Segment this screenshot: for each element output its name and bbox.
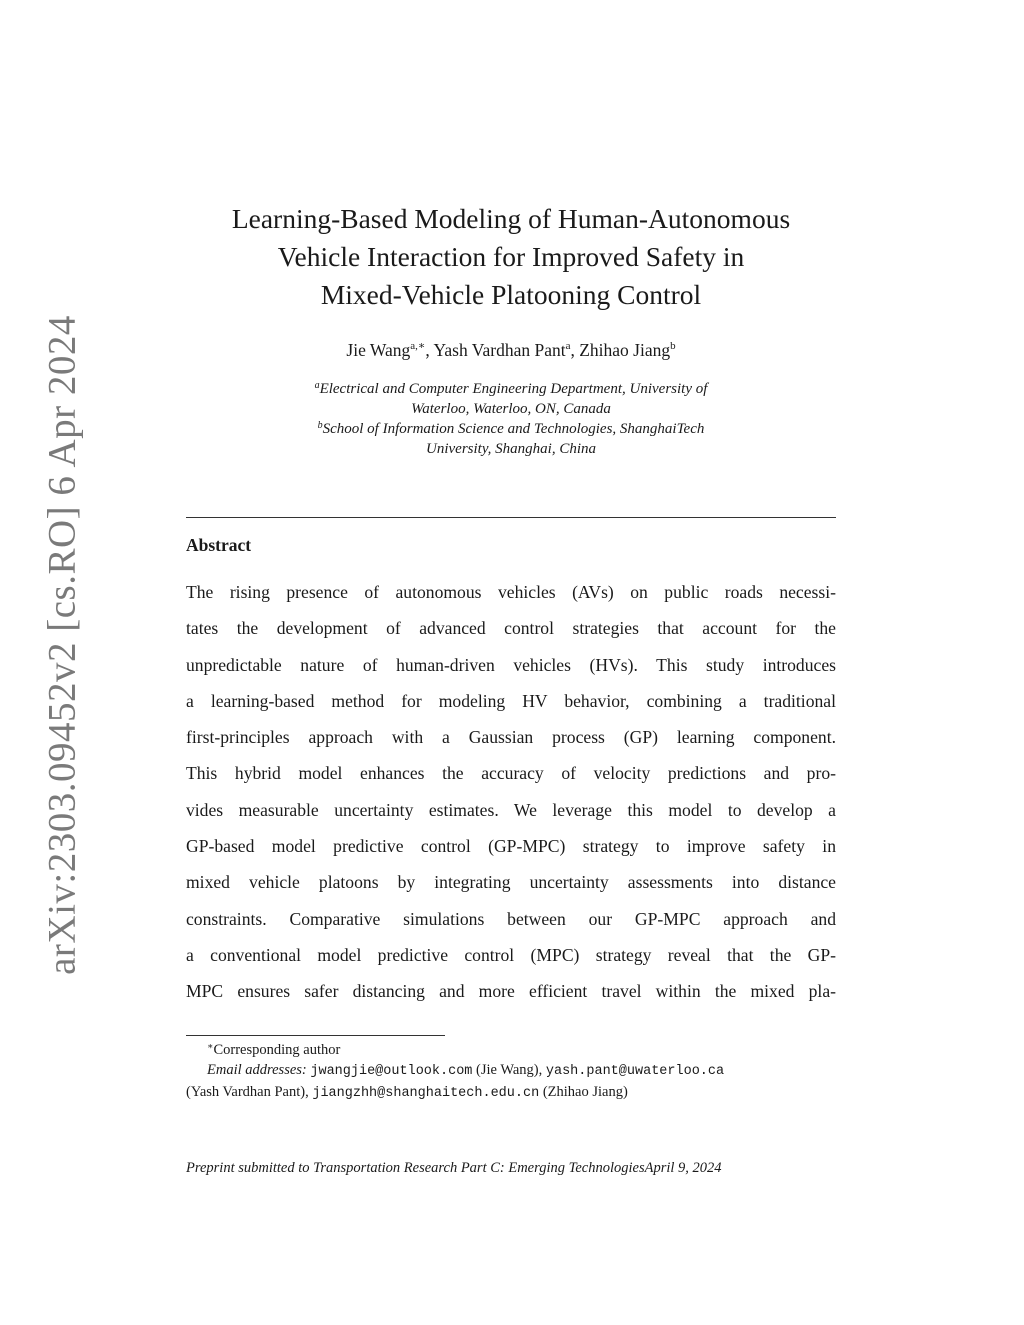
email-line-1 [186,1060,836,1082]
corresponding-author-text: Corresponding author [213,1042,341,1058]
email-owner-zhihao-jiang: (Zhihao Jiang) [542,1084,628,1100]
arxiv-identifier-stamp: arXiv:2303.09452v2 [cs.RO] 6 Apr 2024 [40,315,84,975]
footnote [186,1040,836,1104]
paper-title [186,200,836,314]
abstract-line: MPC ensures safer distancing and more efficient travel within the mixed pla- [186,981,836,1002]
abstract-line: a conventional model predictive control (MPC) strategy reveal that the GP- [186,944,836,965]
affiliation-b-line-2: University, Shanghai, China [426,441,596,457]
title-line-3: Mixed-Vehicle Platooning Control [320,279,702,310]
author-affiliation-mark: b [670,340,676,352]
author-separator: , [425,340,434,360]
email-owner-yash-pant: (Yash Vardhan Pant), [186,1084,309,1100]
affiliation-b-line-1 [186,419,836,439]
footnote-rule [186,1035,445,1036]
abstract-line: The rising presence of autonomous vehicles (AVs) on public roads necessi- [186,582,836,602]
abstract-top-rule [186,517,836,518]
email-link-zhihao-jiang[interactable]: jiangzhh@shanghaitech.edu.cn [312,1086,540,1101]
title-line-2: Vehicle Interaction for Improved Safety in [277,241,745,272]
corresponding-author-note [186,1040,836,1060]
abstract-line: GP-based model predictive control (GP-MPC) strategy to improve safety in [186,836,836,857]
abstract-line: first-principles approach with a Gaussian process (GP) learning component. [186,727,836,748]
abstract-line: mixed vehicle platoons by integrating uncertainty assessments into distance [186,872,836,893]
author-separator: , [570,340,580,360]
footnote-mark: ∗ [207,1042,214,1052]
abstract-line: constraints. Comparative simulations between our GP-MPC approach and [186,908,836,929]
affiliation-a-line-1 [186,379,836,399]
abstract-heading: Abstract [186,535,252,555]
email-link-yash-pant[interactable]: yash.pant@uwaterloo.ca [545,1064,725,1079]
email-owner-jie-wang: (Jie Wang), [476,1062,543,1078]
abstract-body [186,574,836,1010]
author-name: Zhihao Jiang [579,340,671,360]
affiliation-a-mark: a [314,380,320,391]
email-line-2 [186,1082,836,1104]
author-affiliation-mark: a [565,340,571,352]
abstract-line: tates the development of advanced control strategies that account for the [186,618,836,639]
title-line-1: Learning-Based Modeling of Human-Autonomous [231,203,791,234]
author-name: Yash Vardhan Pant [433,340,566,360]
abstract-line: unpredictable nature of human-driven vehicles (HVs). This study introduces [186,654,836,675]
email-label: Email addresses: [207,1062,307,1078]
affiliations [186,379,836,459]
abstract-line: a learning-based method for modeling HV behavior, combining a traditional [186,690,836,711]
author-affiliation-mark: a,∗ [410,340,426,352]
affiliation-b-mark: b [317,420,323,431]
author-name: Jie Wang [346,340,411,360]
affiliation-a-text: Electrical and Computer Engineering Department, University of [319,381,708,397]
abstract-line: vides measurable uncertainty estimates. We leverage this model to develop a [186,799,836,820]
email-link-jie-wang[interactable]: jwangjie@outlook.com [310,1064,473,1079]
affiliation-a-line-2: Waterloo, Waterloo, ON, Canada [411,401,611,417]
preprint-notice: Preprint submitted to Transportation Research Part C: Emerging TechnologiesApril 9, 2024 [186,1160,722,1176]
affiliation-b-text: School of Information Science and Technologies, ShanghaiTech [322,421,705,437]
author-list [186,340,836,361]
abstract-line: This hybrid model enhances the accuracy of velocity predictions and pro- [186,763,836,784]
